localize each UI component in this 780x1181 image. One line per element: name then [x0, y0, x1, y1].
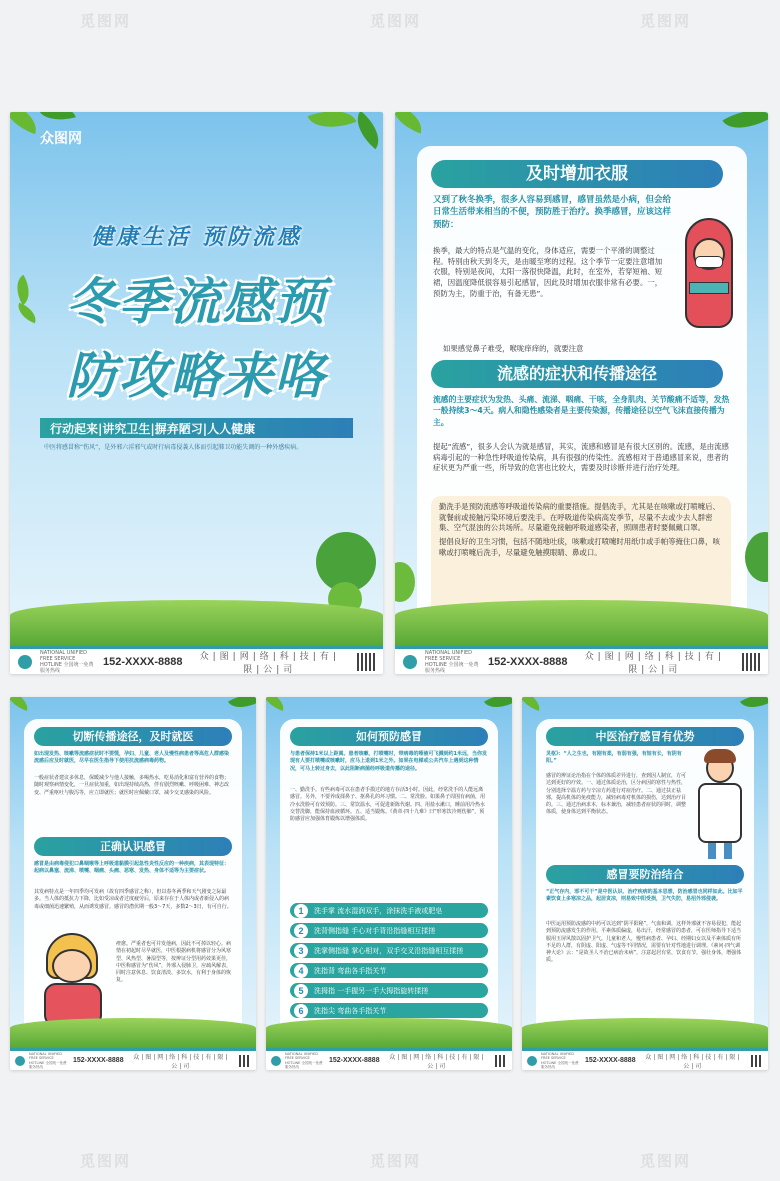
- content-card: [417, 146, 747, 624]
- section-body: 一、勤洗手。有些病毒可以在患者手摸过的地方存活3小时。因此，经常洗手的人能远离感冒。另外，不要养成揉鼻子、抠鼻孔的坏习惯。二、常洗脸。如果鼻子周围有病菌，用冷水洗脸可有效预防。三、常饮温水，可促进新陈代谢。四、用盐水漱口，睡前用冷热水交替洗脚，能保持血液循环。五、适当锻炼。《黄帝·四十九难》曰“形寒饮冷则伤肺”，预防感冒应加强体育锻炼以增强体质。: [290, 787, 486, 822]
- brand-name: 众图网: [40, 131, 82, 147]
- poster-tcm: [522, 697, 768, 1070]
- tip-text: 提倡良好的卫生习惯，包括不随地吐痰，咳嗽或打喷嚏时用纸巾或手帕等掩住口鼻，咳嗽或打喷嚏后洗手，尽量避免触摸眼睛、鼻或口。: [439, 537, 720, 557]
- hotline-caption: NATIONAL UNIFIED FREE SERVICE HOTLINE 全国统一免费服务热线: [29, 1052, 67, 1069]
- hotline-icon: [271, 1056, 281, 1066]
- company-name: 众|图|网|络|科|技|有|限|公|司: [389, 1053, 486, 1070]
- hotline-icon: [403, 655, 417, 669]
- section-tail: 如果感觉鼻子难受，喉咙痒痒的，就要注意: [443, 344, 584, 353]
- cover-title-line2: 防攻略来咯: [66, 347, 327, 405]
- hotline-number: 152-XXXX-8888: [488, 655, 568, 668]
- step-label: 洗掌侧指缝 掌心相对，双手交叉沿指缝相互揉搓: [314, 946, 464, 955]
- doctor-illustration: [694, 753, 746, 861]
- section-lead: 与患者保持1米以上距离。患者咳嗽、打喷嚏时，带病毒的唾液可飞溅到约1米远，当你发现有人要打喷嚏或咳嗽时，应马上退到1米之外。如果在电梯或公共汽车上遇到这种情况，可马上转过身去，以此阻断病菌经呼吸道传播的途径。: [290, 751, 487, 772]
- handwash-step: 2 洗背侧指缝 手心对手背沿指缝相互揉搓: [290, 923, 488, 938]
- cover-title-line1: 冬季流感预: [66, 273, 327, 331]
- company-name: 众|图|网|络|科|技|有|限|公|司: [133, 1053, 230, 1070]
- side-text: 痊愈。严重者也可并发他病，因此不可掉以轻心。病情在初起时尽早就医，中医根据病机将感冒分为风寒型、风热型、暑湿型等，按辨证分型用药效果更佳，中医称感冒为“伤风”，外邪入侵肺卫，应疏风解表，同时注意休息、饮食清淡、多饮水，有利于身体的恢复。: [116, 941, 232, 984]
- hotline-icon: [15, 1056, 25, 1066]
- section-title: 切断传播途径，及时就医: [34, 727, 232, 746]
- section-lead: 感冒是由病毒侵犯口鼻咽喉等上呼吸道黏膜引起急性炎性反应的一种疾病，其表现特征：起病以鼻塞、流涕、喷嚏、咽痛、头痛、恶寒、发热、身体不适等为主要症状。: [34, 861, 230, 875]
- handwash-step: 3 洗掌侧指缝 掌心相对，双手交叉沿指缝相互揉搓: [290, 943, 488, 958]
- step-label: 洗手掌 流水湿润双手，涂抹洗手液或肥皂: [314, 906, 443, 915]
- company-name: 众|图|网|络|科|技|有|限|公|司: [645, 1053, 742, 1070]
- content-card: [280, 719, 498, 1037]
- hotline-caption: NATIONAL UNIFIED FREE SERVICE HOTLINE 全国统一免费服务热线: [285, 1052, 323, 1069]
- handwash-step: 4 洗指背 弯曲各手指关节: [290, 963, 488, 978]
- bundled-child-illustration: [679, 218, 739, 334]
- hotline-caption: NATIONAL UNIFIED FREE SERVICE HOTLINE 全国统一免费服务热线: [541, 1052, 579, 1069]
- section-title: 如何预防感冒: [290, 727, 488, 746]
- watermark: 觅图网: [370, 1152, 422, 1170]
- section-body: 感冒的辨证论治指在个体的体质差异进行，查到因人制宜，方可达到更好的疗效。一、通过体质论治，区分病因的寒性与热性，分别选择辛温方药与辛凉方药进行对症治疗。二、通过扶正祛邪，提高机体的免疫能力，减轻病毒对机体的损伤，达到治疗目的。三、通过治病求本，标本兼治，减轻患者症状的同时，调整体质，使身体达到平衡状态。: [546, 773, 687, 816]
- cover-intro: 中医将感冒称“伤风”，是外邪六淫邪气或时行病毒侵袭人体而引起肺卫功能失调的一种外感疾病。: [44, 444, 303, 451]
- cover-slogan-bar: 行动起来|讲究卫生|摒弃陋习|人人健康: [40, 418, 353, 438]
- cold-child-illustration: [38, 933, 108, 1029]
- step-label: 洗指尖 弯曲各手指关节: [314, 1006, 387, 1015]
- hotline-caption: NATIONAL UNIFIED FREE SERVICE HOTLINE 全国统一免费服务热线: [40, 649, 94, 674]
- step-label: 洗拇指 一手握另一手大拇指旋转揉搓: [314, 986, 429, 995]
- handwash-step: 1 洗手掌 流水湿润双手，涂抹洗手液或肥皂: [290, 903, 488, 918]
- company-name: 众|图|网|络|科|技|有|限|公|司: [584, 651, 725, 674]
- section-title: 中医治疗感冒有优势: [546, 727, 744, 746]
- section-body: 一般症状者建议多休息，保暖减少与他人接触，多喝热水，吃易消化和富有营养的食物；随时观察病情变化，一旦症状加重，如出现持续高热，伴有剧烈咳嗽、呼吸困难、神志改变、严重呕吐与腹泻等，应立即就医；就医时应佩戴口罩，减少交叉感染的风险。: [34, 775, 230, 796]
- handwash-step: 5 洗拇指 一手握另一手大拇指旋转揉搓: [290, 983, 488, 998]
- poster-footer: [522, 1048, 768, 1070]
- section-body: 中医运用预防流感的中药可以达到“阴平阳秘”，气血和调，这样外邪就不容易侵犯，能起到预防流感发生的作用。平素体质偏虚，易出汗，经常感冒的患者，可在医师指导下适当服用玉屏风散以固护卫气。儿童和老人，慢性病患者、孕妇、经期妇女以及平素体质有所不足的人群，有阴虚、阳虚、气虚等不同情况，需要有针对性地进行调理。《素问·四气调神大论》云：“是故圣人不治已病治未病”，注意起居有常，饮食有节，强壮身体，增强体质。: [546, 921, 742, 964]
- content-card: [536, 719, 754, 1037]
- tip-text: 勤洗手是预防流感等呼吸道传染病的重要措施。提倡洗手，尤其是在咳嗽或打喷嚏后、就餐前或接触污染环境后要洗手。在呼吸道传染病高发季节，尽量不去或少去人群密集、空气混浊的公共场所。尽量避免接触呼吸道感染者，照顾患者时要佩戴口罩。: [439, 502, 720, 533]
- qr-code-icon: [239, 1055, 251, 1067]
- hotline-icon: [527, 1056, 537, 1066]
- section-body: 换季，最大的特点是气温的变化，身体适应，需要一个平滑的调整过程。特别由秋天到冬天，是由暖至寒的过程。这个季节一定要注意增加衣服，特别是夜间，太阳一落很快降温，此时，在室外，若穿短袖、短裙，因温度降低很容易引起感冒，因此及时增加衣服非常有必要。一，预防为主，防重于治，有备无患”。: [433, 246, 663, 298]
- step-label: 洗背侧指缝 手心对手背沿指缝相互揉搓: [314, 926, 436, 935]
- section-title: 感冒要防治结合: [546, 865, 744, 884]
- watermark: 觅图网: [370, 12, 422, 30]
- company-name: 众|图|网|络|科|技|有|限|公|司: [199, 651, 340, 674]
- hotline-number: 152-XXXX-8888: [73, 1057, 124, 1064]
- handwash-step: 6 洗指尖 弯曲各手指关节: [290, 1003, 488, 1018]
- section-title: 正确认识感冒: [34, 837, 232, 856]
- hotline-number: 152-XXXX-8888: [585, 1057, 636, 1064]
- watermark: 觅图网: [80, 12, 132, 30]
- watermark: 觅图网: [640, 1152, 692, 1170]
- poster-transmission: [10, 697, 256, 1070]
- brand-logo: [40, 128, 82, 148]
- section-title: 流感的症状和传播途径: [431, 360, 723, 388]
- poster-footer: [10, 646, 383, 674]
- hotline-number: 152-XXXX-8888: [103, 655, 183, 668]
- section-lead: 流感的主要症状为发热、头痛、流涕、咽痛、干咳，全身肌肉、关节酸痛不适等，发热一般持续3～4天。病人和隐性感染者是主要传染源，传播途径以空气飞沫直接传播为主。: [433, 395, 730, 427]
- section-lead: 如出现发热、咳嗽等流感症状时不要慌，孕妇、儿童、老人及慢性病患者等高危人群感染流感后应及时就医，尽早在医生指导下使用抗流感病毒药物。: [34, 751, 230, 765]
- section-body: 提起“流感”，很多人会认为就是感冒，其实，流感和感冒是有很大区别的。流感，是由流感病毒引起的一种急性呼吸道传染病，具有很强的传染性。流感相对于普通感冒来说，患者的症状更为严重一些，所导致的危害也比较大，需要及时诊断并进行治疗处理。: [433, 442, 729, 473]
- section-title: 及时增加衣服: [431, 160, 723, 188]
- poster-cover: [10, 112, 383, 674]
- section-lead: 灵枢》：“人之生也，有刚有柔，有弱有强，有短有长，有阴有阳。”: [546, 751, 682, 765]
- poster-clothing: [395, 112, 768, 674]
- hotline-caption: NATIONAL UNIFIED FREE SERVICE HOTLINE 全国统一免费服务热线: [425, 649, 479, 674]
- section-lead: 又到了秋冬换季，很多人容易到感冒，感冒虽然是小病，但会给日常生活带来相当的不便，预防胜于治疗。换季感冒，应该这样预防：: [433, 195, 672, 230]
- qr-code-icon: [742, 653, 760, 671]
- content-card: [24, 719, 242, 1037]
- qr-code-icon: [357, 653, 375, 671]
- cover-subtitle: 健康生活 预防流感: [91, 225, 302, 250]
- poster-footer: [395, 646, 768, 674]
- qr-code-icon: [751, 1055, 763, 1067]
- hotline-number: 152-XXXX-8888: [329, 1057, 380, 1064]
- handwash-steps: [290, 903, 488, 1037]
- hotline-icon: [18, 655, 32, 669]
- watermark: 觅图网: [640, 12, 692, 30]
- step-label: 洗指背 弯曲各手指关节: [314, 966, 387, 975]
- section-body: 其发病特点是一年四季均可发病（故有四季感冒之称），但以春冬两季和天气剧变之际最多。当人体的抵抗力下降，比如受凉或者过度疲劳后，原来存在于人体内或者新侵入的病毒或细菌迅速繁殖，从而诱发感冒。感冒的潜伏期一般3～7天，多数2～3日，有可自行。: [34, 889, 232, 910]
- poster-footer: [10, 1048, 256, 1070]
- poster-prevention: [266, 697, 512, 1070]
- poster-footer: [266, 1048, 512, 1070]
- qr-code-icon: [495, 1055, 507, 1067]
- watermark: 觅图网: [80, 1152, 132, 1170]
- section-lead: “正气存内，邪不可干”是中医认识、治疗疾病的基本思想，防治感冒也同样如此。比如平素饮食上多寒凉之品，起居贪凉，则易致中阳受损，卫气失防，易招外邪侵袭。: [546, 889, 743, 903]
